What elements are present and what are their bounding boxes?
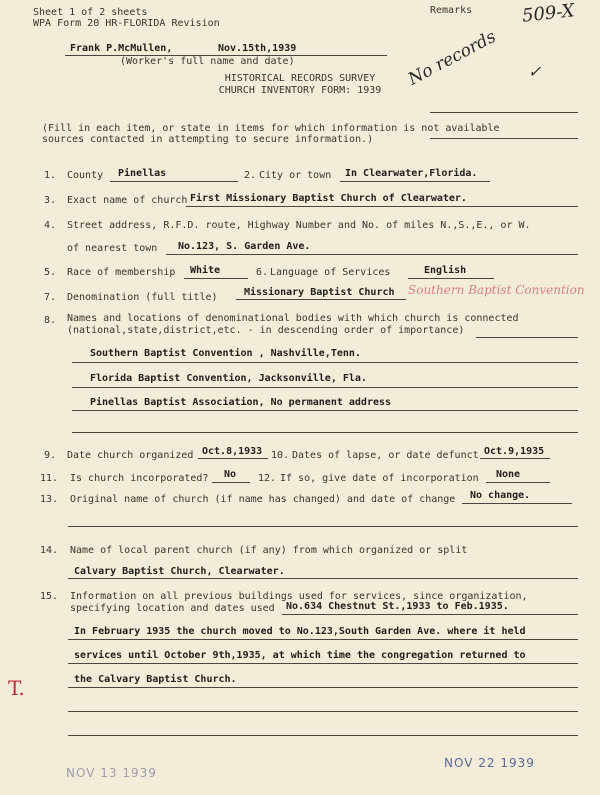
received-stamp: NOV 13 1939 bbox=[66, 766, 157, 780]
item-number: 5. bbox=[44, 267, 57, 278]
church-name-label: Exact name of church bbox=[67, 195, 188, 206]
buildings-value-1: No.634 Chestnut St.,1933 to Feb.1935. bbox=[286, 601, 509, 612]
body-line bbox=[72, 362, 578, 363]
bodies-label-2: (national,state,district,etc. - in descending order of importance) bbox=[67, 325, 465, 336]
incorporated-line bbox=[212, 482, 250, 483]
instruction-line-1: (Fill in each item, or state in items for which information is not available bbox=[42, 123, 500, 134]
incorporation-date-line bbox=[486, 482, 550, 483]
street-address-label: Street address, R.F.D. route, Highway Number and No. of miles N.,S.,E., or W. bbox=[67, 220, 531, 231]
item-number: 2. bbox=[244, 170, 257, 181]
parent-church-line bbox=[68, 578, 578, 579]
form-title: HISTORICAL RECORDS SURVEY bbox=[224, 73, 376, 84]
remarks-line bbox=[430, 112, 578, 113]
buildings-line bbox=[282, 614, 578, 615]
buildings-line bbox=[68, 639, 578, 640]
item-number: 6. bbox=[256, 267, 269, 278]
incorporation-date-value: None bbox=[496, 469, 521, 480]
date-organized-line bbox=[198, 458, 268, 459]
item-number: 11. bbox=[40, 473, 59, 484]
race-line bbox=[184, 278, 248, 279]
original-name-label: Original name of church (if name has changed) and date of change bbox=[70, 494, 456, 505]
street-address-value: No.123, S. Garden Ave. bbox=[178, 241, 311, 252]
denomination-label: Denomination (full title) bbox=[67, 292, 218, 303]
lapse-date-label: Dates of lapse, or date defunct bbox=[292, 450, 479, 461]
language-value: English bbox=[424, 265, 467, 276]
body-line bbox=[72, 410, 578, 411]
body-line bbox=[72, 432, 578, 433]
original-name-line bbox=[462, 503, 572, 504]
buildings-line bbox=[68, 687, 578, 688]
city-line bbox=[340, 181, 490, 182]
item-number: 10. bbox=[271, 450, 290, 461]
item-number: 8. bbox=[44, 315, 57, 326]
denomination-line bbox=[236, 299, 406, 300]
remarks-line bbox=[430, 138, 578, 139]
date-organized-value: Oct.8,1933 bbox=[202, 446, 263, 457]
body-item-3: Pinellas Baptist Association, No permanent address bbox=[90, 397, 392, 408]
item-number: 9. bbox=[44, 450, 57, 461]
worker-caption: (Worker's full name and date) bbox=[120, 56, 295, 67]
worker-name: Frank P.McMullen, bbox=[70, 43, 173, 54]
church-name-value: First Missionary Baptist Church of Clearwater. bbox=[190, 193, 467, 204]
item-number: 4. bbox=[44, 220, 57, 231]
incorporation-date-label: If so, give date of incorporation bbox=[280, 473, 479, 484]
item-number: 1. bbox=[44, 170, 57, 181]
item-number: 12. bbox=[258, 473, 277, 484]
county-label: County bbox=[67, 170, 104, 181]
buildings-value-2: In February 1935 the church moved to No.123,South Garden Ave. where it held bbox=[74, 626, 526, 637]
item-number: 15. bbox=[40, 591, 59, 602]
buildings-label-1: Information on all previous buildings used for services, since organization, bbox=[70, 591, 528, 602]
county-line bbox=[110, 181, 238, 182]
form-number: WPA Form 20 HR-FLORIDA Revision bbox=[33, 18, 220, 29]
parent-church-label: Name of local parent church (if any) from which organized or split bbox=[70, 545, 468, 556]
worker-date: Nov.15th,1939 bbox=[218, 43, 297, 54]
denomination-annotation: Southern Baptist Convention bbox=[408, 283, 585, 297]
buildings-line bbox=[68, 663, 578, 664]
instruction-line-2: sources contacted in attempting to secure information.) bbox=[42, 134, 374, 145]
race-label: Race of membership bbox=[67, 267, 176, 278]
form-subtitle: CHURCH INVENTORY FORM: 1939 bbox=[218, 85, 382, 96]
item-number: 3. bbox=[44, 195, 57, 206]
item-number: 14. bbox=[40, 545, 59, 556]
city-label: City or town bbox=[259, 170, 332, 181]
remarks-heading: Remarks bbox=[430, 5, 473, 16]
buildings-value-3: services until October 9th,1935, at which time the congregation returned to bbox=[74, 650, 526, 661]
body-line bbox=[72, 387, 578, 388]
lapse-date-line bbox=[480, 458, 550, 459]
no-records-note: No records bbox=[405, 26, 500, 90]
buildings-value-4: the Calvary Baptist Church. bbox=[74, 674, 237, 685]
language-line bbox=[408, 278, 494, 279]
buildings-line bbox=[68, 735, 578, 736]
denomination-value: Missionary Baptist Church bbox=[244, 287, 395, 298]
sheet-count: Sheet 1 of 2 sheets bbox=[33, 7, 148, 18]
incorporated-value: No bbox=[224, 469, 237, 480]
county-value: Pinellas bbox=[118, 168, 167, 179]
date-organized-label: Date church organized bbox=[67, 450, 194, 461]
body-item-2: Florida Baptist Convention, Jacksonville, Fla. bbox=[90, 373, 367, 384]
parent-church-value: Calvary Baptist Church, Clearwater. bbox=[74, 566, 285, 577]
race-value: White bbox=[190, 265, 221, 276]
incorporated-label: Is church incorporated? bbox=[70, 473, 209, 484]
church-name-line bbox=[186, 206, 578, 207]
buildings-label-2: specifying location and dates used bbox=[70, 603, 275, 614]
file-number: 509-X bbox=[521, 0, 576, 27]
body-item-1: Southern Baptist Convention , Nashville,Tenn. bbox=[90, 348, 361, 359]
buildings-line bbox=[68, 711, 578, 712]
filed-stamp: NOV 22 1939 bbox=[444, 756, 535, 770]
street-address-line bbox=[166, 254, 578, 255]
lapse-date-value: Oct.9,1935 bbox=[484, 446, 545, 457]
item-number: 7. bbox=[44, 292, 57, 303]
language-label: Language of Services bbox=[270, 267, 391, 278]
bodies-label-1: Names and locations of denominational bodies with which church is connected bbox=[67, 313, 519, 324]
city-value: In Clearwater,Florida. bbox=[345, 168, 478, 179]
margin-mark: T. bbox=[8, 676, 25, 700]
nearest-town-label: of nearest town bbox=[67, 243, 158, 254]
original-name-value: No change. bbox=[470, 490, 531, 501]
remarks-line bbox=[476, 337, 578, 338]
item-number: 13. bbox=[40, 494, 59, 505]
original-name-line bbox=[68, 526, 578, 527]
check-mark: ✓ bbox=[528, 62, 542, 81]
